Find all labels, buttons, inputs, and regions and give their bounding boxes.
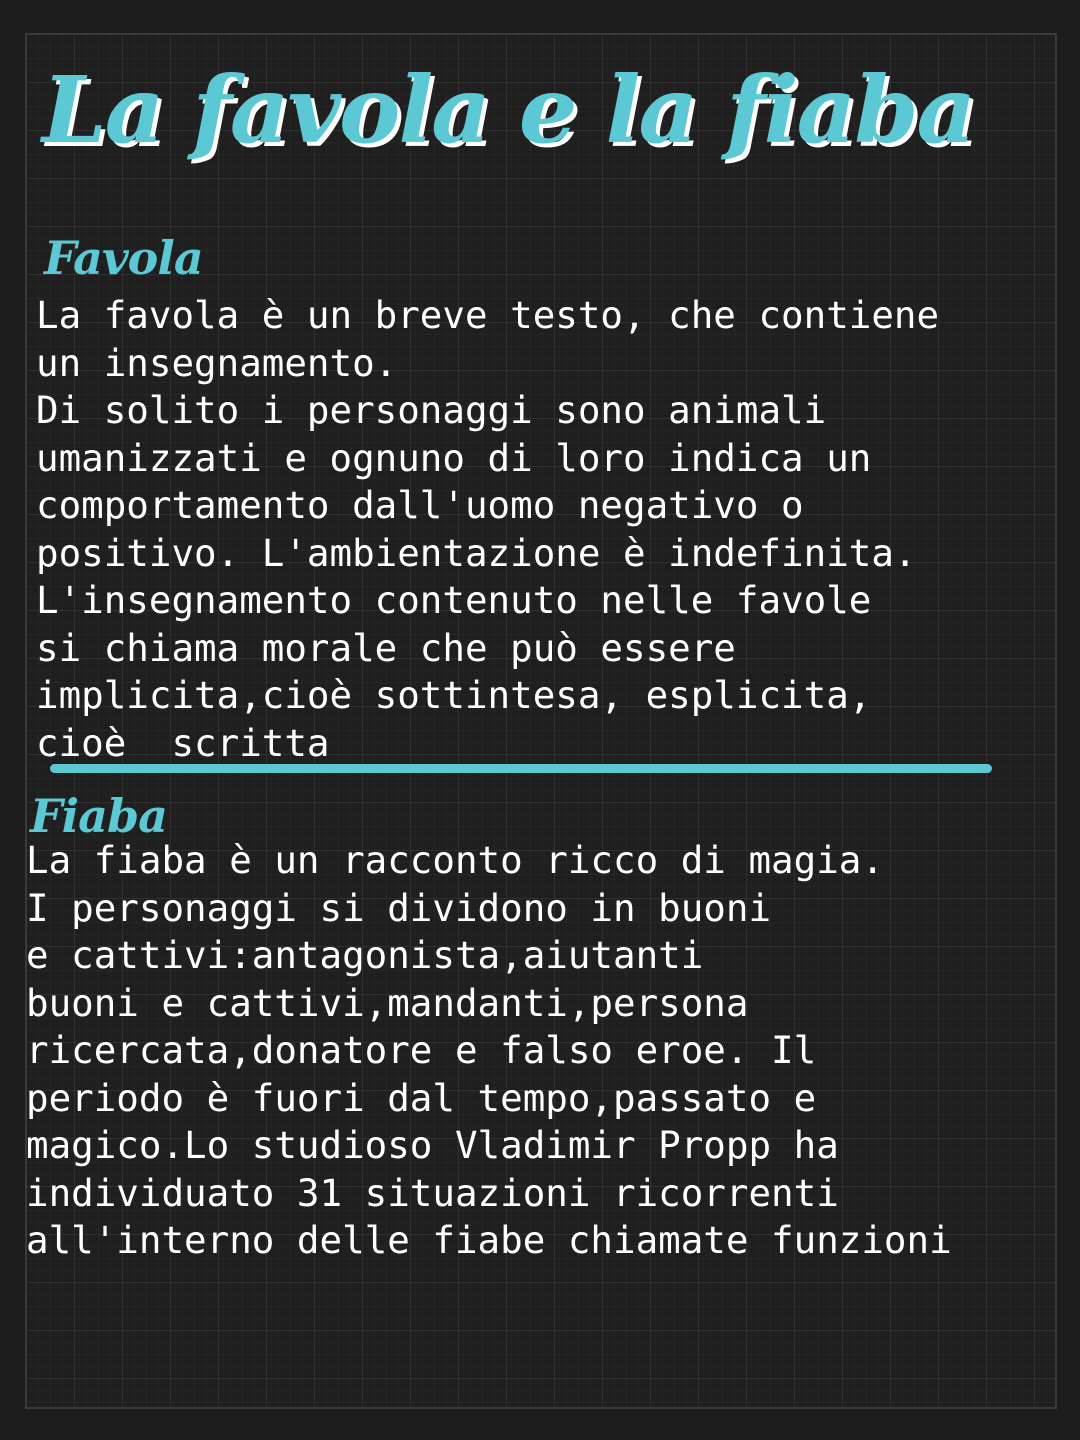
section-divider — [50, 764, 992, 773]
page-title: La favola e la fiaba — [42, 56, 975, 164]
section-heading-favola: Favola — [44, 231, 203, 285]
section-heading-fiaba: Fiaba — [30, 789, 167, 843]
section-text-fiaba: La fiaba è un racconto ricco di magia. I personaggi si dividono in buoni e cattivi:antagonista,aiutanti buoni e cattivi,mandanti,persona ricercata,donatore e falso eroe. Il periodo è fuori dal tempo,passato e magico.Lo studioso Vladimir Propp ha individuato 31 situazioni ricorrenti all'interno delle fiabe chiamate funzioni — [26, 838, 952, 1262]
section-text-favola: La favola è un breve testo, che contiene un insegnamento. Di solito i personaggi sono animali umanizzati e ognuno di loro indica un comportamento dall'uomo negativo o positivo. L'ambientazione è indefinita. L'insegnamento contenuto nelle favole si chiama morale che può essere implicita,cioè sottintesa, esplicita, cioè scritta — [36, 293, 940, 765]
